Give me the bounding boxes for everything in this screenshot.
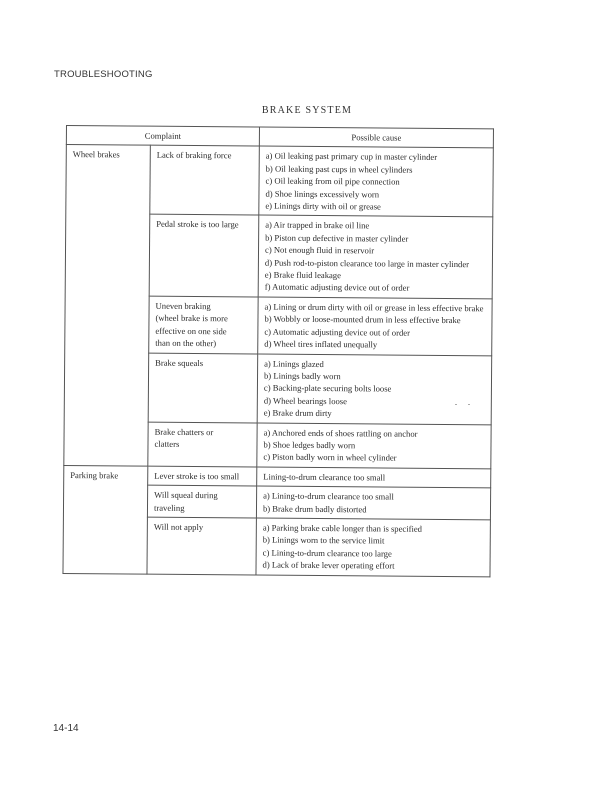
cause-item: e) Brake drum dirty xyxy=(263,407,332,419)
table-row xyxy=(66,145,494,217)
possible-cause-column-header: Possible cause xyxy=(259,127,493,148)
cause-item: Lining-to-drum clearance too small xyxy=(263,471,386,483)
complaint-cell: Pedal stroke is too large xyxy=(149,215,259,297)
cause-item: c) Automatic adjusting device out of order xyxy=(264,326,410,338)
cause-item: e) Linings dirty with oil or grease xyxy=(265,200,381,212)
cause-item: c) Backing-plate securing bolts loose xyxy=(263,382,392,394)
complaint-cell: Lack of braking force xyxy=(150,146,260,216)
possible-cause-cell xyxy=(258,297,492,355)
cause-item: c) Piston badly worn in wheel cylinder xyxy=(263,451,397,463)
cause-list xyxy=(265,150,486,214)
document-title: BRAKE SYSTEM xyxy=(261,105,353,116)
possible-cause-cell xyxy=(258,215,493,298)
page-number: 14-14 xyxy=(53,723,79,734)
cause-item: c) Oil leaking from oil pipe connection xyxy=(265,175,400,187)
cause-item: c) Lining-to-drum clearance too large xyxy=(262,547,392,559)
complaint-cell: Will squeal during traveling xyxy=(147,485,256,518)
scan-speck xyxy=(455,404,457,405)
category-cell: Parking brake xyxy=(63,465,148,574)
possible-cause-cell xyxy=(257,467,491,488)
cause-item: b) Linings worn to the service limit xyxy=(262,534,385,546)
possible-cause-cell xyxy=(257,423,491,469)
cause-item: a) Air trapped in brake oil line xyxy=(265,220,370,231)
cause-item: c) Not enough fluid in reservoir xyxy=(264,244,375,256)
complaint-column-header: Complaint xyxy=(66,126,259,147)
cause-item: f) Automatic adjusting device out of order xyxy=(264,282,410,294)
possible-cause-cell xyxy=(256,518,490,576)
cause-list xyxy=(263,522,484,573)
cause-item: a) Lining-to-drum clearance too small xyxy=(263,490,394,502)
cause-item: b) Oil leaking past cups in wheel cylinders xyxy=(265,163,413,175)
table-row xyxy=(64,465,491,488)
complaint-cell: Will not apply xyxy=(147,517,256,574)
cause-item: a) Oil leaking past primary cup in master cylinder xyxy=(265,150,438,163)
cause-item: b) Piston cup defective in master cylinder xyxy=(265,232,409,244)
complaint-cell: Brake squeals xyxy=(148,353,258,423)
cause-item: a) Linings glazed xyxy=(264,358,324,369)
cause-item: a) Parking brake cable longer than is specified xyxy=(262,522,423,534)
possible-cause-cell xyxy=(259,146,494,217)
cause-item: b) Brake drum badly distorted xyxy=(262,503,367,514)
cause-list xyxy=(265,219,487,295)
table-body xyxy=(63,145,493,577)
scan-speck xyxy=(468,404,470,405)
cause-item: a) Lining or drum dirty with oil or grease in less effective brake xyxy=(264,301,484,314)
cause-list xyxy=(264,357,485,421)
cause-item: a) Anchored ends of shoes rattling on anchor xyxy=(263,427,418,439)
cause-list xyxy=(263,426,484,465)
complaint-cell: Lever stroke is too small xyxy=(148,466,257,486)
cause-item: e) Brake fluid leakage xyxy=(264,269,341,281)
possible-cause-cell xyxy=(256,486,490,520)
possible-cause-cell xyxy=(257,354,492,425)
complaint-cell: Brake chatters or clatters xyxy=(148,422,257,467)
cause-item: b) Wobbly or loose-mounted drum in less effective brake xyxy=(264,313,461,326)
cause-item: d) Shoe linings excessively worn xyxy=(265,188,380,200)
complaint-cell: Uneven braking (wheel brake is more effective on one side than on the other) xyxy=(149,296,258,353)
cause-list xyxy=(263,470,484,484)
section-header: TROUBLESHOOTING xyxy=(54,69,153,80)
cause-item: d) Wheel tires inflated unequally xyxy=(264,338,378,350)
cause-list xyxy=(264,300,485,351)
cause-item: d) Push rod-to-piston clearance too large in master cylinder xyxy=(264,257,470,269)
category-cell: Wheel brakes xyxy=(64,145,151,466)
cause-item: b) Linings badly worn xyxy=(263,370,341,382)
cause-item: b) Shoe ledges badly worn xyxy=(263,439,356,451)
cause-item: d) Wheel bearings loose xyxy=(263,395,348,406)
cause-item: d) Lack of brake lever operating effort xyxy=(262,559,395,571)
troubleshooting-table xyxy=(62,125,494,577)
cause-list xyxy=(263,490,484,517)
